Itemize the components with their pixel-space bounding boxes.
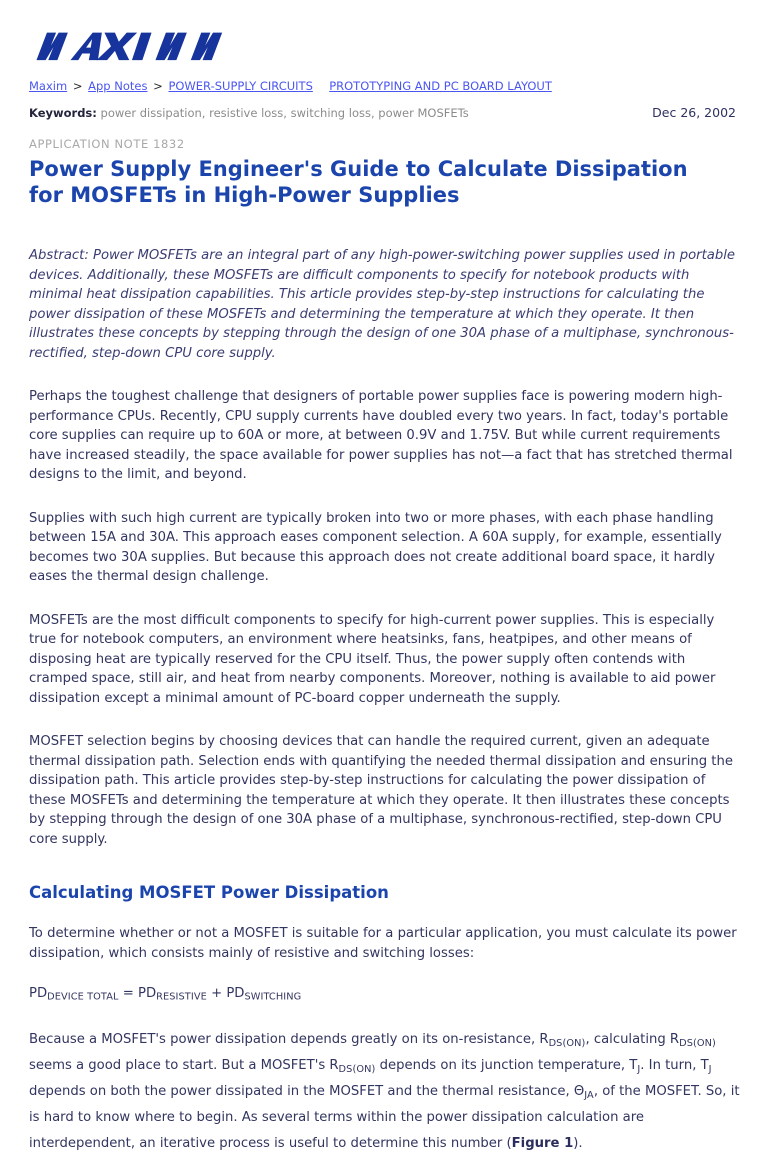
maxim-logo-icon: [29, 30, 227, 64]
subscript-ds-on: DS(ON): [679, 1037, 716, 1049]
closing-text-7: , of the MOSFET. So, it is hard to know where to begin. As several terms within the power dissipation calculation are interdependent, an iterative process is useful to determine this number (: [29, 1084, 740, 1151]
body-paragraph: MOSFET selection begins by choosing devices that can handle the required current, given an adequate thermal dissipation path. Selection ends with quantifying the needed thermal dissipation and ensuring the dissipation path. This article provides step-by-step instructions for calculating the power dissipation of these MOSFETs and determining the temperature at which they operate. It then illustrates these concepts by stepping through the design of one 30A phase of a multiphase, synchronous-rectified, step-down CPU core supply.: [29, 734, 733, 847]
publish-date: Dec 26, 2002: [652, 105, 736, 120]
breadcrumb: [29, 76, 744, 94]
closing-text-5: . In turn, T: [640, 1058, 709, 1073]
subscript-ds-on: DS(ON): [338, 1063, 376, 1075]
formula-plus: +: [211, 986, 223, 1001]
body-paragraph: Perhaps the toughest challenge that designers of portable power supplies face is powering modern high-performance CPUs. Recently, CPU supply currents have doubled every two years. In fact, today's portable core supplies can require up to 60A or more, at between 0.9V and 1.75V. But while current requirements have increased steadily, the space available for power supplies has not—a fact that has stretched thermal designs to the limit, and beyond.: [29, 389, 733, 482]
closing-text-1: Because a MOSFET's power dissipation depends greatly on its on-resistance, R: [29, 1032, 549, 1047]
keywords-label: Keywords:: [29, 106, 97, 120]
section-intro-paragraph: To determine whether or not a MOSFET is suitable for a particular application, you must calculate its power dissipation, which consists mainly of resistive and switching losses:: [29, 926, 737, 961]
maxim-logo[interactable]: [29, 30, 744, 72]
subscript-ds-on: DS(ON): [548, 1037, 586, 1049]
breadcrumb-link-power-supply-circuits[interactable]: POWER-SUPPLY CIRCUITS: [168, 79, 313, 93]
keywords-row: [29, 105, 744, 121]
keywords: [29, 106, 469, 121]
subscript-tj: J: [637, 1063, 641, 1075]
formula-term1-base: PD: [138, 986, 157, 1001]
breadcrumb-link-maxim[interactable]: Maxim: [29, 79, 68, 93]
closing-text-8: ).: [573, 1136, 583, 1151]
application-note-id: APPLICATION NOTE 1832: [29, 137, 185, 151]
keywords-values: power dissipation, resistive loss, switching loss, power MOSFETs: [100, 106, 469, 120]
formula-term2-sub: SWITCHING: [244, 991, 302, 1003]
subscript-tj: J: [708, 1063, 712, 1075]
figure-reference[interactable]: Figure 1: [511, 1136, 574, 1151]
body-paragraph: Supplies with such high current are typically broken into two or more phases, with each phase handling between 15A and 30A. This approach eases component selection. A 60A supply, for example, essentially becomes two 30A supplies. But because this approach does not create additional board space, it hardly eases the thermal design challenge.: [29, 510, 722, 584]
formula-term1-sub: RESISTIVE: [156, 991, 207, 1003]
formula-term2-base: PD: [226, 986, 245, 1001]
breadcrumb-link-app-notes[interactable]: App Notes: [88, 79, 148, 93]
closing-text-4: depends on its junction temperature, T: [375, 1058, 638, 1073]
breadcrumb-separator: >: [153, 79, 163, 93]
body-paragraph: MOSFETs are the most difficult components to specify for high-current power supplies. This is especially true for notebook computers, an environment where heatsinks, fans, heatpipes, and other means of disposing heat are typically reserved for the CPU itself. Thus, the power supply often contends with cramped space, still air, and heat from nearby components. Moreover, nothing is available to aid power dissipation except a minimal amount of PC-board copper underneath the supply.: [29, 612, 716, 706]
closing-text-6: depends on both the power dissipated in the MOSFET and the thermal resistance, Θ: [29, 1084, 585, 1099]
closing-text-2: , calculating R: [585, 1032, 680, 1047]
abstract: Abstract: Power MOSFETs are an integral part of any high-power-switching power supplies used in portable devices. Additionally, these MOSFETs are difficult components to specify for notebook products with minimal heat dissipation capabilities. This article provides step-by-step instructions for calculating the power dissipation of these MOSFETs and determining the temperature at which they operate. It then illustrates these concepts by stepping through the design of one 30A phase of a multiphase, synchronous-rectified, step-down CPU core supply.: [29, 248, 735, 361]
subscript-theta-ja: JA: [584, 1089, 594, 1101]
section-heading: Calculating MOSFET Power Dissipation: [29, 883, 389, 902]
page-title: Power Supply Engineer's Guide to Calculate Dissipation for MOSFETs in High-Power Supplies: [29, 157, 688, 207]
breadcrumb-separator: >: [72, 79, 83, 93]
breadcrumb-link-prototyping-pc-board-layout[interactable]: PROTOTYPING AND PC BOARD LAYOUT: [329, 79, 552, 93]
closing-text-3: seems a good place to start. But a MOSFET's R: [29, 1058, 339, 1073]
formula-lhs-sub: DEVICE TOTAL: [47, 991, 119, 1003]
formula-equals: =: [122, 986, 134, 1001]
closing-paragraph: [29, 1027, 744, 1157]
formula-lhs-base: PD: [29, 986, 48, 1001]
